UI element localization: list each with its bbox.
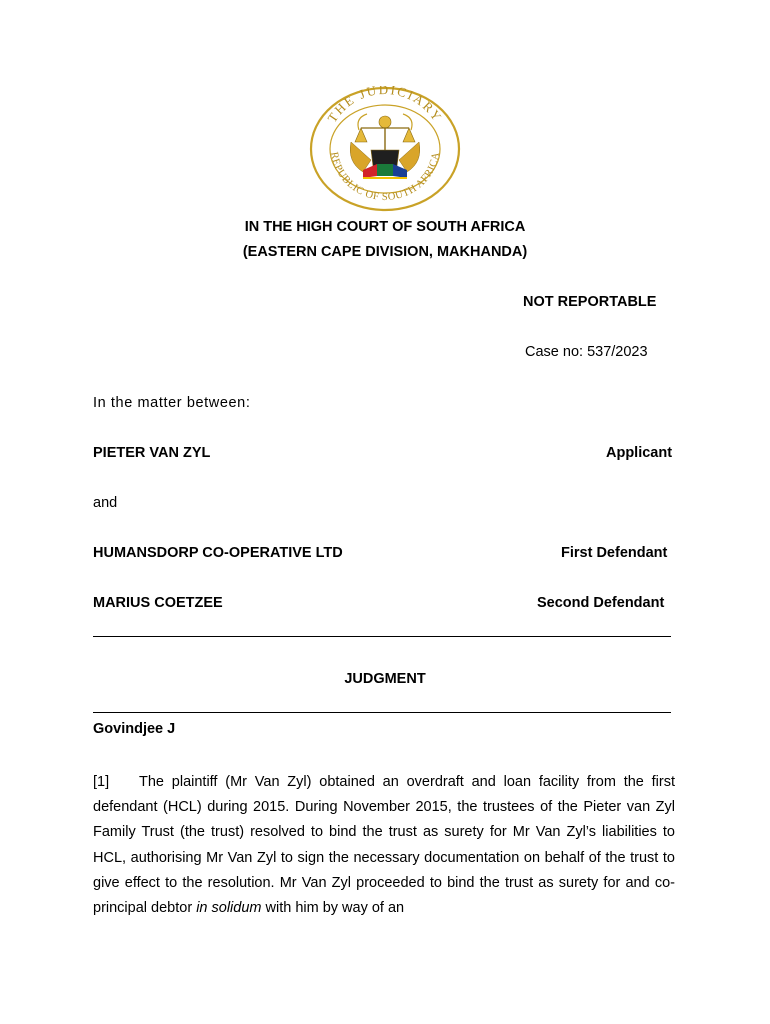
first-defendant-name: HUMANSDORP CO-OPERATIVE LTD: [93, 545, 343, 561]
judge-name: Govindjee J: [93, 721, 176, 737]
svg-text:THE JUDICIARY: THE JUDICIARY: [324, 86, 446, 126]
case-number: Case no: 537/2023: [525, 344, 648, 360]
divider-bottom: [93, 712, 671, 713]
reportable-status: NOT REPORTABLE: [523, 294, 657, 310]
second-defendant-role: Second Defendant: [537, 595, 665, 611]
svg-text:REPUBLIC OF SOUTH AFRICA: REPUBLIC OF SOUTH AFRICA: [328, 151, 442, 204]
paragraph-text-end: with him by way of an: [265, 900, 405, 917]
applicant-role: Applicant: [606, 445, 673, 461]
divider-top: [93, 636, 671, 637]
applicant-name: PIETER VAN ZYL: [93, 445, 211, 461]
paragraph-number: [1]: [93, 774, 110, 790]
second-defendant-name: MARIUS COETZEE: [93, 595, 223, 611]
court-heading: IN THE HIGH COURT OF SOUTH AFRICA: [244, 219, 526, 235]
first-defendant-role: First Defendant: [561, 545, 668, 561]
paragraph-text: The plaintiff (Mr Van Zyl) obtained an overdraft and loan facility from the first defendant (HCL) during 2015. During November 2015, the trustees of the Pieter van Zyl Family Trust (the trust) resolved to bind the trust as surety for Mr Van Zyl’s liabilities to HCL, authorising Mr Van Zyl to sign the necessary documentation on behalf of the trust to give effect to the resolution. Mr Van Zyl proceeded to bind the trust as surety for and co-principal debtor: [93, 774, 675, 917]
judgment-title: JUDGMENT: [344, 671, 426, 687]
judiciary-seal-icon: [309, 86, 461, 212]
matter-between-label: In the matter between:: [93, 395, 251, 411]
division-heading: (EASTERN CAPE DIVISION, MAKHANDA): [242, 244, 528, 260]
and-label: and: [93, 495, 118, 511]
paragraph-italic: in solidum: [196, 900, 262, 917]
judgment-paragraph: [93, 770, 675, 921]
